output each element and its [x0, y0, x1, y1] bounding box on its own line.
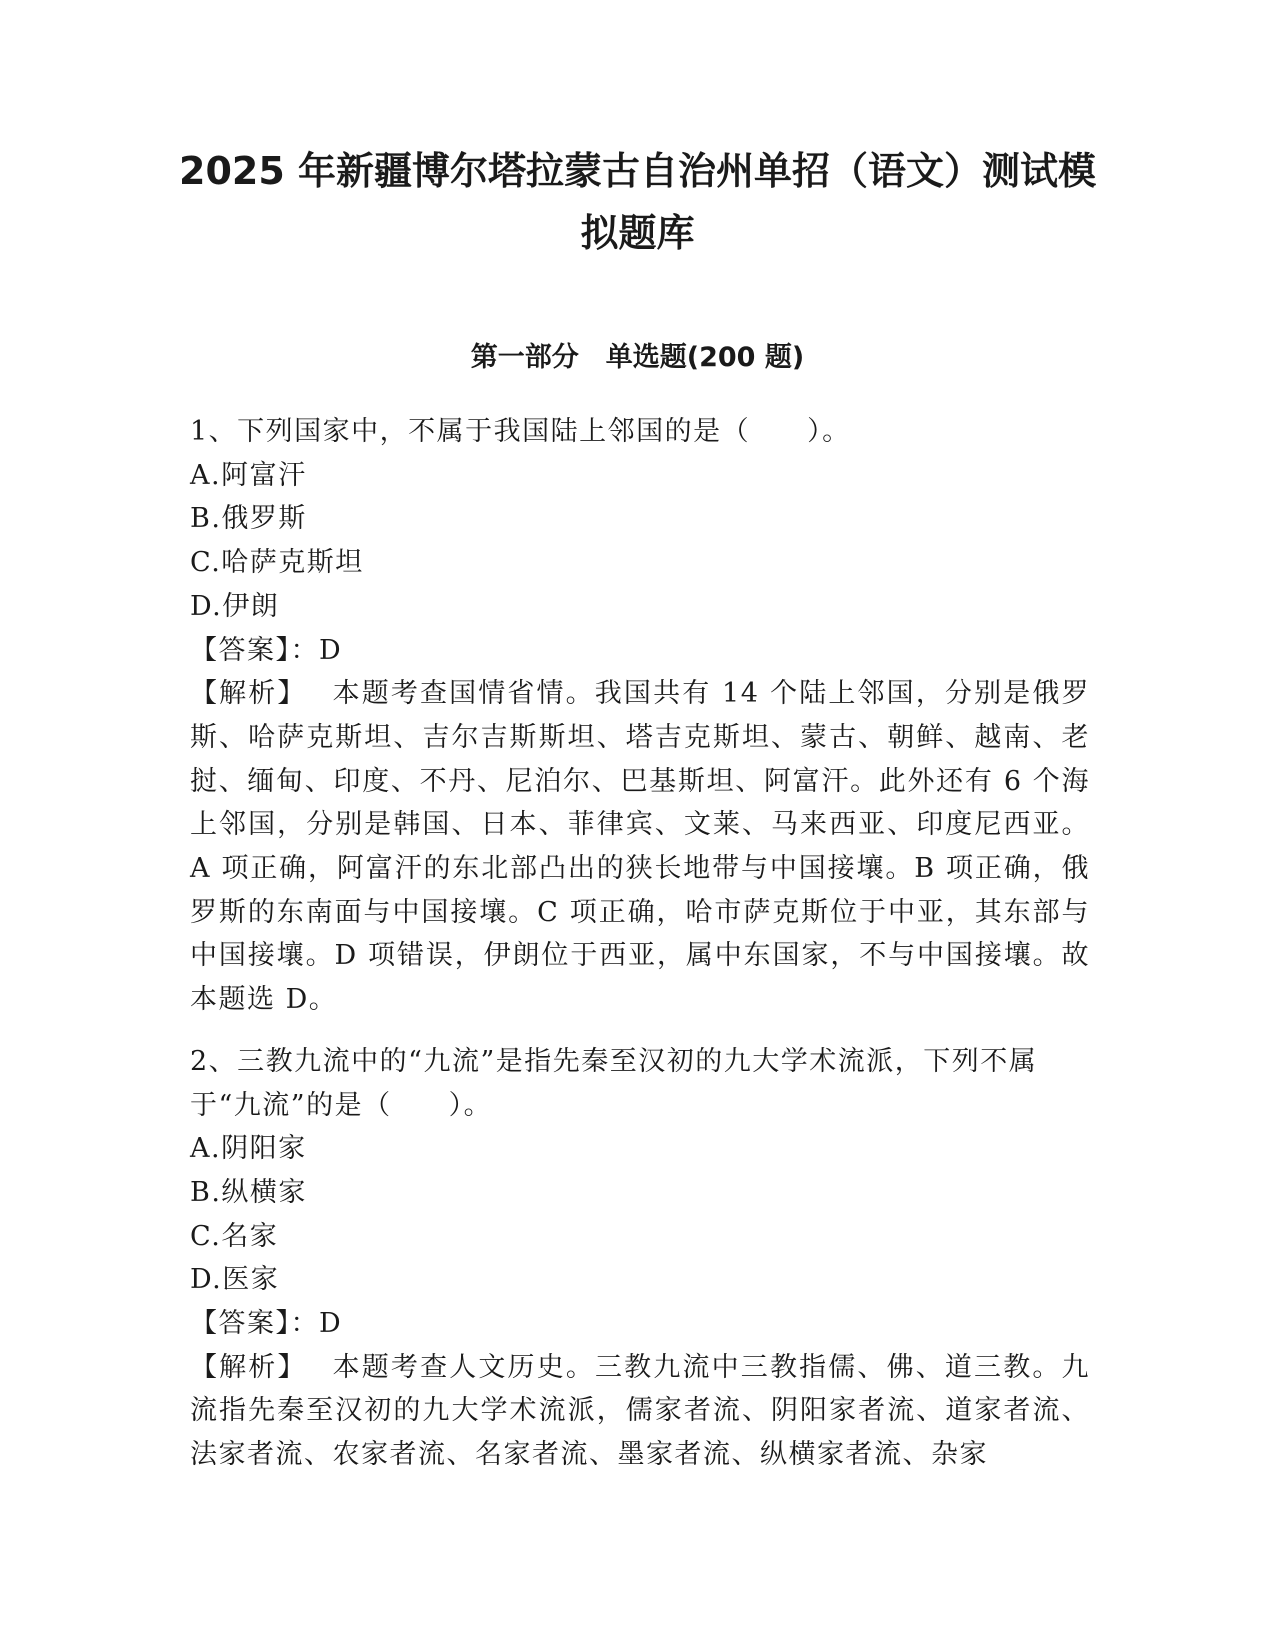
question-stem: 2、三教九流中的“九流”是指先秦至汉初的九大学术流派，下列不属于“九流”的是（ ）。 [190, 1045, 1038, 1121]
question-2 [190, 1040, 1090, 1477]
answer-line [190, 1302, 1090, 1346]
option-b: B.俄罗斯 [190, 503, 307, 535]
question-stem: 1、下列国家中，不属于我国陆上邻国的是（ ）。 [190, 416, 851, 447]
document-title [160, 140, 1115, 264]
answer-label: 【答案】： [190, 634, 319, 666]
option-c: C.名家 [190, 1220, 279, 1252]
option-d: D.伊朗 [190, 590, 280, 622]
option-b: B.纵横家 [190, 1176, 307, 1208]
analysis-text: 本题考查国情省情。我国共有 14 个陆上邻国，分别是俄罗斯、哈萨克斯坦、吉尔吉斯斯坦、塔吉克斯坦、蒙古、朝鲜、越南、老挝、缅甸、印度、不丹、尼泊尔、巴基斯坦、阿富汗。此外还有 6 个海上邻国，分别是韩国、日本、菲律宾、文莱、马来西亚、印度尼西亚。A 项正确，阿富汗的东北部凸出的狭长地带与中国接壤。B 项正确，俄罗斯的东南面与中国接壤。C 项正确，哈市萨克斯位于中亚，其东部与中国接壤。D 项错误，伊朗位于西亚，属中东国家，不与中国接壤。故本题选 D。 [190, 678, 1091, 1016]
document-title-line-1: 2025 年新疆博尔塔拉蒙古自治州单招（语文）测试模 [179, 149, 1096, 193]
option-a: A.阴阳家 [190, 1133, 307, 1165]
analysis-label: 【解析】 [190, 1351, 307, 1383]
answer-value: D [319, 1308, 343, 1340]
answer-line [190, 629, 1090, 673]
option-a: A.阿富汗 [190, 459, 307, 491]
analysis [190, 672, 1090, 1022]
option-c: C.哈萨克斯坦 [190, 547, 364, 579]
option-d: D.医家 [190, 1264, 280, 1296]
document-title-line-2: 拟题库 [580, 211, 695, 255]
answer-label: 【答案】： [190, 1308, 319, 1340]
analysis-label: 【解析】 [190, 678, 307, 710]
question-1 [190, 410, 1090, 1022]
question-list [190, 410, 1090, 1495]
analysis [190, 1346, 1090, 1477]
answer-value: D [319, 634, 343, 666]
section-title: 第一部分 单选题(200 题) [470, 342, 805, 373]
analysis-text: 本题考查人文历史。三教九流中三教指儒、佛、道三教。九流指先秦至汉初的九大学术流派，儒家者流、阴阳家者流、道家者流、法家者流、农家者流、名家者流、墨家者流、纵横家者流、杂家 [190, 1351, 1091, 1471]
